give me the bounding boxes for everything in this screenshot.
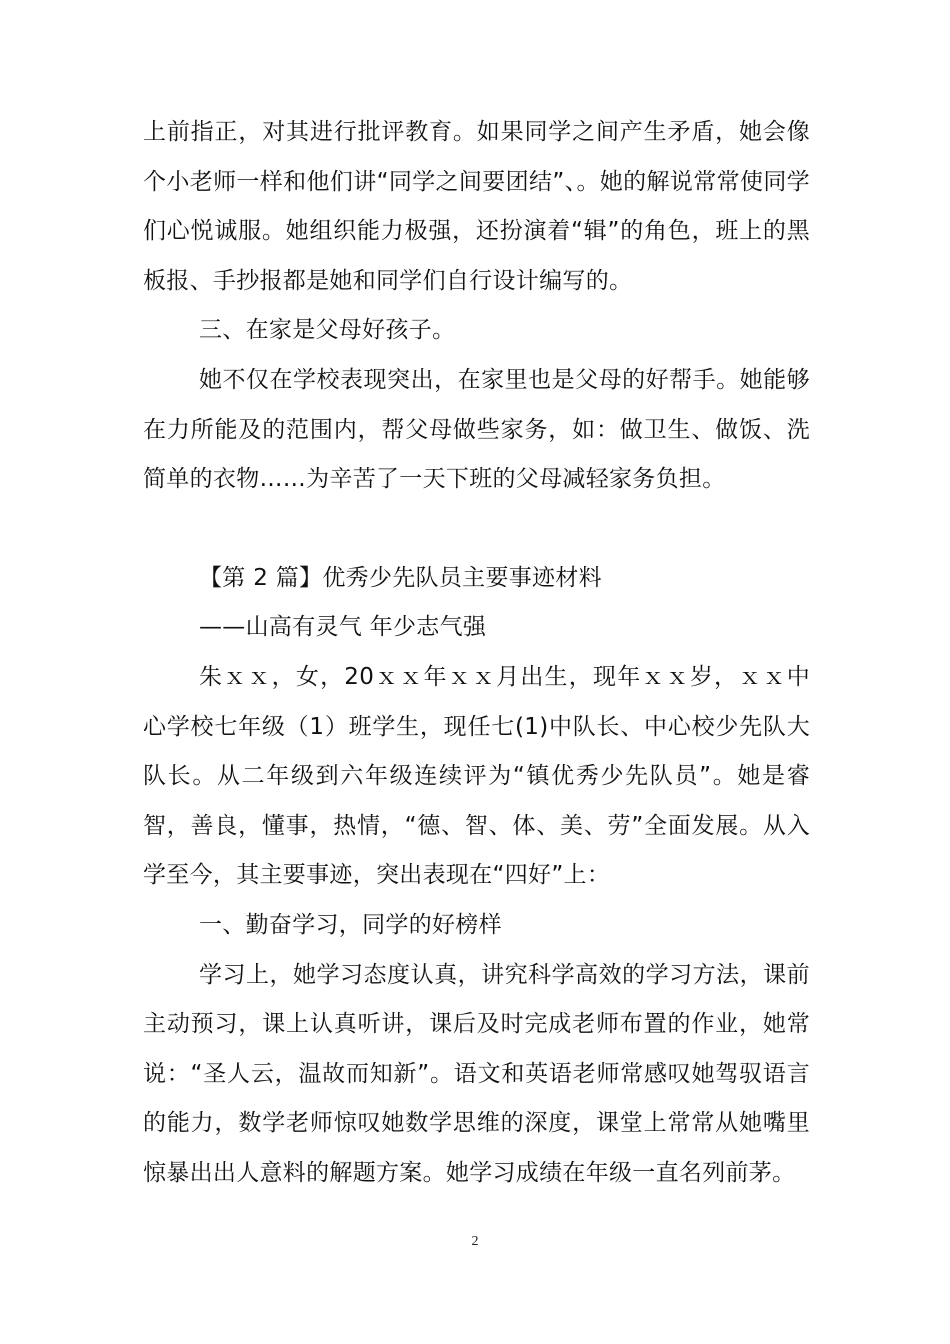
document-body: [143, 108, 810, 1198]
paragraph-continuation: 上前指正，对其进行批评教育。如果同学之间产生矛盾，她会像个小老师一样和他们讲“同学之间要团结”、。她的解说常常使同学们心悦诚服。她组织能力极强，还扮演着“辑”的角色，班上的黑板报、手抄报都是她和同学们自行设计编写的。: [143, 119, 810, 294]
paragraph-study: 学习上，她学习态度认真，讲究科学高效的学习方法，课前主动预习，课上认真听讲，课后及时完成老师布置的作业，她常说：“圣人云，温故而知新”。语文和英语老师常感叹她驾驭语言的能力，数学老师惊叹她数学思维的深度，课堂上常常从她嘴里惊暴出出人意料的解题方案。她学习成绩在年级一直名列前茅。: [143, 961, 810, 1186]
section-spacer: [143, 505, 810, 554]
article-subtitle: ——山高有灵气 年少志气强: [199, 614, 487, 641]
paragraph-home: 她不仅在学校表现突出，在家里也是父母的好帮手。她能够在力所能及的范围内，帮父母做些家务，如：做卫生、做饭、洗简单的衣物……为辛苦了一天下班的父母减轻家务负担。: [143, 366, 810, 493]
heading-section-three: 三、在家是父母好孩子。: [199, 317, 456, 344]
page-number: 2: [471, 1234, 479, 1249]
paragraph-intro: 朱ｘｘ，女，20ｘｘ年ｘｘ月出生，现年ｘｘ岁，ｘｘ中心学校七年级（1）班学生，现任七(1)中队长、中心校少先队大队长。从二年级到六年级连续评为“镇优秀少先队员”。她是睿智，善良，懂事，热情，“德、智、体、美、劳”全面发展。从入学至今，其主要事迹，突出表现在“四好”上：: [143, 663, 810, 889]
heading-section-one: 一、勤奋学习，同学的好榜样: [199, 911, 502, 938]
article-title: 【第 2 篇】优秀少先队员主要事迹材料: [199, 564, 602, 591]
